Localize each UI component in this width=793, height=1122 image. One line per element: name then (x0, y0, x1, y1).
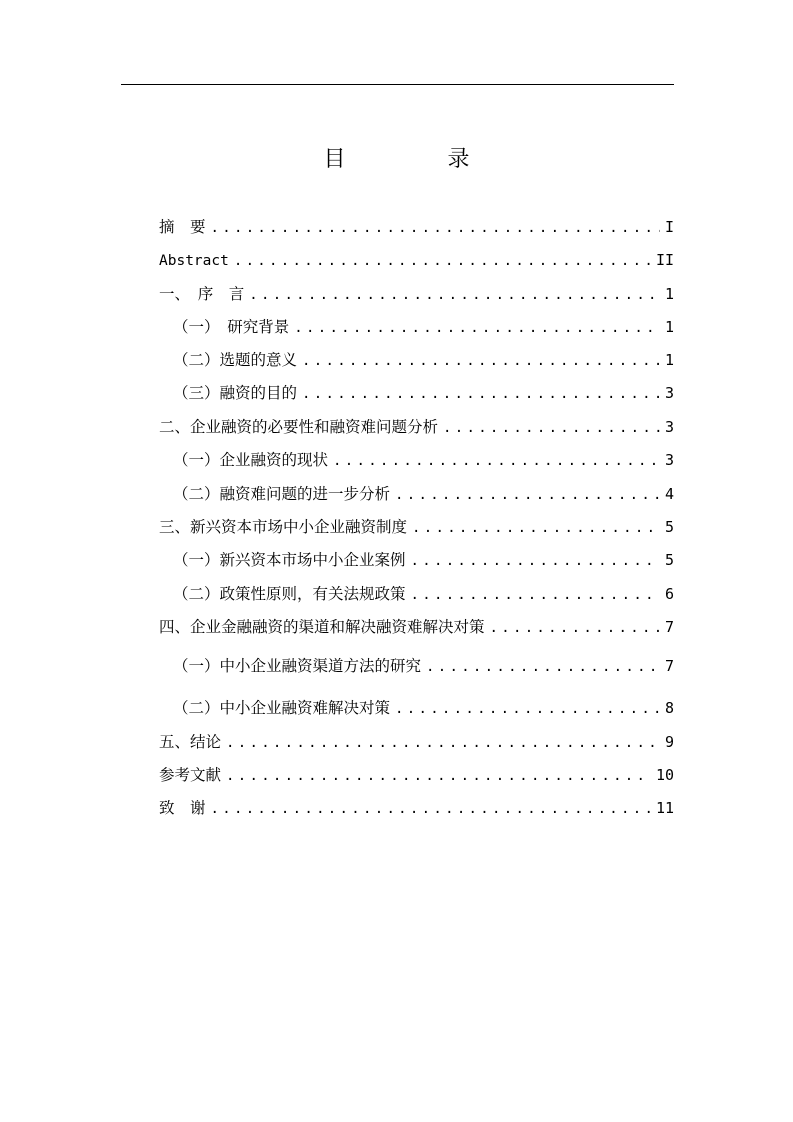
toc-entry-countermeasures[interactable] (159, 695, 674, 721)
toc-entry-label: （一）中小企业融资渠道方法的研究 (173, 657, 422, 675)
toc-entry-page: 5 (664, 551, 674, 569)
header-rule (121, 84, 674, 85)
toc-entry-abstract-en[interactable] (159, 247, 674, 273)
toc-entry-further-analysis[interactable] (159, 481, 674, 507)
toc-entry-financing-channels[interactable] (159, 653, 674, 679)
toc-entry-label: 四、企业金融融资的渠道和解决融资难解决对策 (159, 618, 485, 636)
toc-entry-research-background[interactable] (159, 314, 674, 340)
dot-leader (411, 548, 660, 574)
toc-entry-page: 4 (664, 485, 674, 503)
dot-leader (302, 381, 660, 407)
toc-entry-label: 一、 序 言 (159, 285, 245, 303)
toc-entry-sme-cases[interactable] (159, 547, 674, 573)
dot-leader (226, 730, 660, 756)
toc-entry-page: I (664, 218, 674, 236)
toc-entry-page: 1 (664, 318, 674, 336)
dot-leader (395, 482, 660, 508)
toc-entry-conclusion[interactable] (159, 729, 674, 755)
toc-entry-policy-principles[interactable] (159, 581, 674, 607)
dot-leader (234, 248, 651, 274)
toc-entry-abstract-cn[interactable] (159, 214, 674, 240)
toc-entry-page: 10 (655, 766, 674, 784)
dot-leader (249, 282, 660, 308)
toc-entry-page: 9 (664, 733, 674, 751)
toc-entry-label: Abstract (159, 253, 229, 269)
toc-entry-label: （二）政策性原则，有关法规政策 (173, 585, 406, 603)
dot-leader (294, 315, 660, 341)
toc-entry-label: 参考文献 (159, 766, 222, 784)
toc-entry-chapter-3[interactable] (159, 514, 674, 540)
dot-leader (226, 763, 651, 789)
toc-entry-label: 致 谢 (159, 799, 206, 817)
toc-entry-page: 7 (664, 657, 674, 675)
dot-leader (426, 654, 660, 680)
dot-leader (443, 415, 660, 441)
dot-leader (411, 582, 660, 608)
toc-entry-label: （二）融资难问题的进一步分析 (173, 485, 391, 503)
toc-entry-preface[interactable] (159, 281, 674, 307)
toc-entry-chapter-4[interactable] (159, 614, 674, 640)
dot-leader (490, 615, 660, 641)
toc-entry-label: 二、企业融资的必要性和融资难问题分析 (159, 418, 439, 436)
toc-entry-page: II (655, 251, 674, 269)
toc-entry-financing-purpose[interactable] (159, 380, 674, 406)
toc-entry-references[interactable] (159, 762, 674, 788)
toc-entry-financing-status[interactable] (159, 447, 674, 473)
toc-entry-page: 3 (664, 384, 674, 402)
toc-entry-page: 7 (664, 618, 674, 636)
toc-entry-page: 6 (664, 585, 674, 603)
toc-entry-page: 5 (664, 518, 674, 536)
toc-entry-label: 三、新兴资本市场中小企业融资制度 (159, 518, 408, 536)
page-title: 目 录 (323, 147, 510, 172)
toc-entry-label: 摘 要 (159, 218, 206, 236)
toc-entry-page: 3 (664, 451, 674, 469)
toc-entry-acknowledgements[interactable] (159, 795, 674, 821)
toc-entry-label: （一）新兴资本市场中小企业案例 (173, 551, 406, 569)
dot-leader (333, 448, 660, 474)
toc-entry-topic-significance[interactable] (159, 347, 674, 373)
toc-entry-label: （二）选题的意义 (173, 351, 298, 369)
toc-entry-label: （二）中小企业融资难解决对策 (173, 699, 391, 717)
toc-entry-page: 11 (655, 799, 674, 817)
dot-leader (412, 515, 660, 541)
toc-entry-label: 五、结论 (159, 733, 222, 751)
toc-entry-page: 1 (664, 351, 674, 369)
dot-leader (211, 215, 660, 241)
toc-entry-page: 1 (664, 285, 674, 303)
dot-leader (211, 796, 651, 822)
dot-leader (395, 696, 660, 722)
toc-entry-page: 3 (664, 418, 674, 436)
toc-entry-label: （一）企业融资的现状 (173, 451, 329, 469)
toc-entry-page: 8 (664, 699, 674, 717)
toc-entry-label: （一） 研究背景 (173, 318, 290, 336)
toc-entry-label: （三）融资的目的 (173, 384, 298, 402)
toc-entry-chapter-2[interactable] (159, 414, 674, 440)
dot-leader (302, 348, 660, 374)
